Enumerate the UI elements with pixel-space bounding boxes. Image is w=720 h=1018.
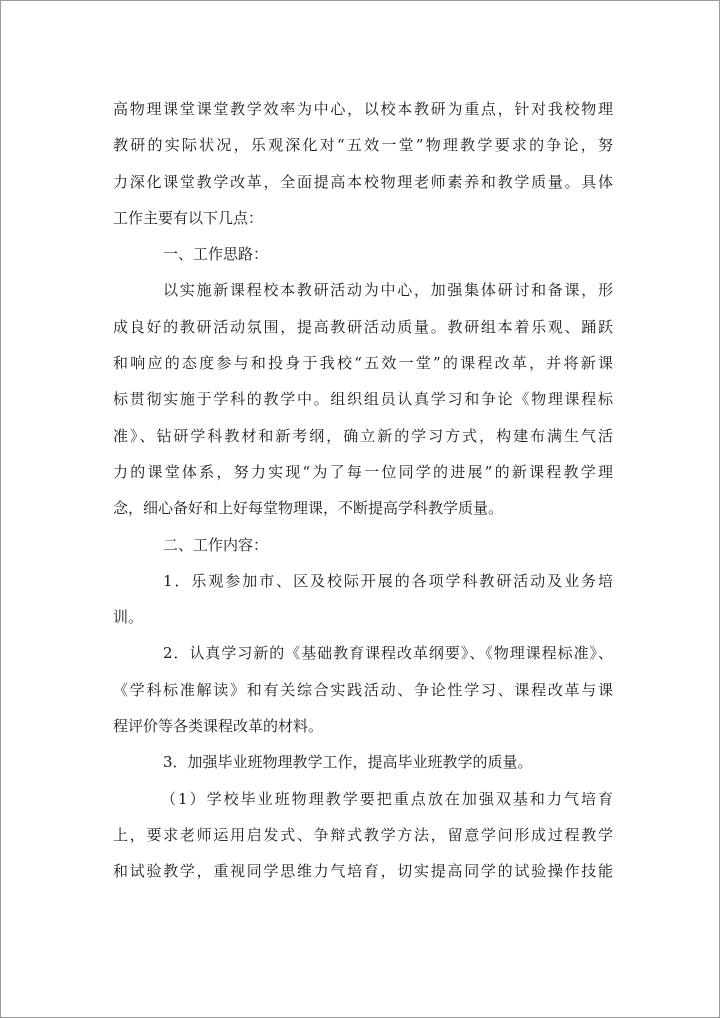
text-line: 力的课堂体系，努力实现“为了每一位同学的进展”的新课程教学理 [113, 462, 613, 481]
text-line: 成良好的教研活动氛围，提高教研活动质量。教研组本着乐观、踊跃 [113, 317, 613, 336]
section-heading: 一、工作思路： [163, 245, 269, 264]
section-heading: 二、工作内容： [163, 535, 269, 554]
text-line: 力深化课堂教学改革，全面提高本校物理老师素养和教学质量。具体 [113, 172, 613, 191]
list-item: 2．认真学习新的《基础教育课程改革纲要》、《物理课程标准》、 [163, 644, 613, 663]
text-line: 工作主要有以下几点： [113, 208, 264, 227]
text-line: 高物理课堂课堂教学效率为中心，以校本教研为重点，针对我校物理 [113, 100, 613, 118]
text-line: 训。 [113, 608, 144, 627]
text-line: 教研的实际状况，乐观深化对“五效一堂”物理教学要求的争论，努 [113, 136, 613, 155]
text-line: 标贯彻实施于学科的教学中。组织组员认真学习和争论《物理课程标 [113, 390, 613, 409]
text-line: 念，细心备好和上好每堂物理课，不断提高学科教学质量。 [113, 499, 504, 518]
document-body [113, 91, 613, 890]
list-item: 1．乐观参加市、区及校际开展的各项学科教研活动及业务培 [163, 571, 613, 590]
text-line: 上，要求老师运用启发式、争辩式教学方法，留意学问形成过程教学 [113, 825, 613, 844]
text-line: 《学科标准解读》和有关综合实践活动、争论性学习、课程改革与课 [113, 680, 613, 699]
text-line: 和响应的态度参与和投身于我校“五效一堂”的课程改革，并将新课 [113, 354, 613, 373]
text-line: 以实施新课程校本教研活动为中心，加强集体研讨和备课，形 [163, 281, 613, 300]
text-line: 程评价等各类课程改革的材料。 [113, 717, 324, 736]
text-line: 和试验教学，重视同学思维力气培育，切实提高同学的试验操作技能 [113, 862, 613, 881]
sub-list-item: （1）学校毕业班物理教学要把重点放在加强双基和力气培育 [161, 789, 613, 808]
list-item: 3．加强毕业班物理教学工作，提高毕业班教学的质量。 [163, 753, 533, 772]
text-line: 准》、钻研学科教材和新考纲，确立新的学习方式，构建布满生气活 [113, 426, 613, 445]
